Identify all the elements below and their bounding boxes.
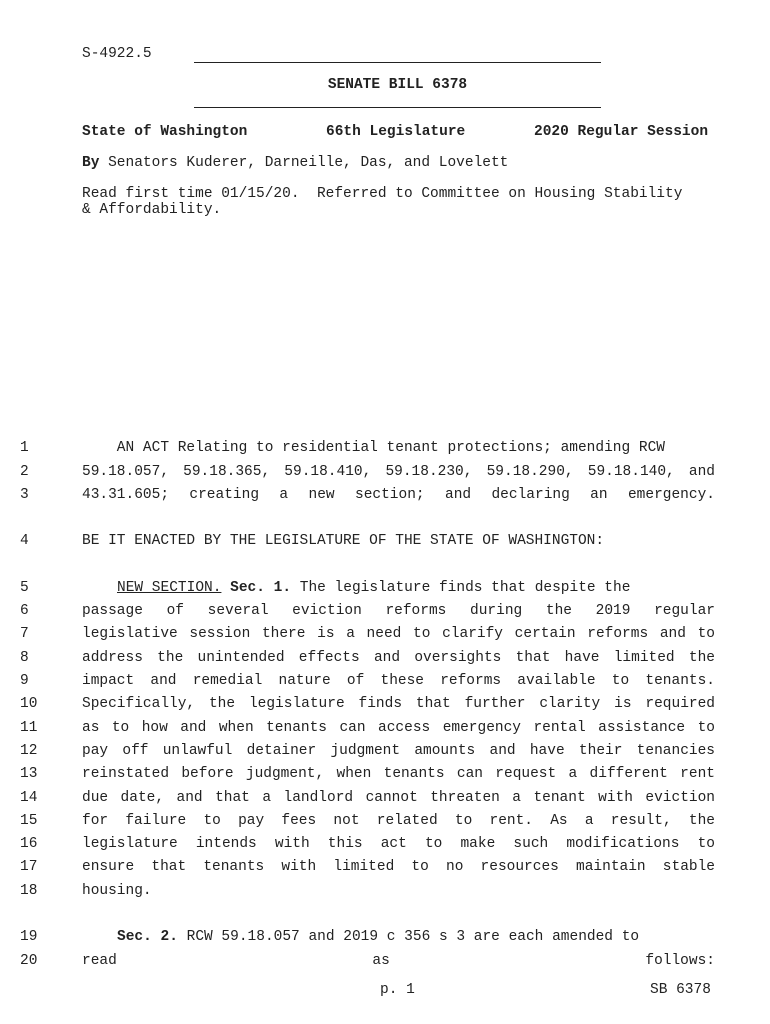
header-state: State of Washington (82, 124, 248, 140)
header-session: 2020 Regular Session (534, 124, 709, 140)
section-number: Sec. 1. (230, 580, 292, 596)
header-rule-bottom (194, 107, 601, 108)
section-number: Sec. 2. (117, 929, 178, 945)
body-line: housing. (82, 883, 152, 899)
line-number: 9 (20, 673, 29, 689)
line-number: 1 (20, 440, 29, 456)
line-number: 14 (20, 790, 38, 806)
sponsors (82, 155, 508, 171)
line-number: 10 (20, 696, 38, 712)
sponsors-by: By (82, 155, 100, 171)
line-number: 5 (20, 580, 29, 596)
line-number: 15 (20, 813, 38, 829)
section-text: RCW 59.18.057 and 2019 c 356 s 3 are each amended to (186, 929, 640, 945)
line-number: 4 (20, 533, 29, 549)
body-line: BE IT ENACTED BY THE LEGISLATURE OF THE STATE OF WASHINGTON: (82, 533, 605, 549)
body-line: for failure to pay fees not related to rent. As a result, the (82, 813, 715, 829)
body-line: address the unintended effects and oversights that have limited the (82, 650, 715, 666)
body-line: ensure that tenants with limited to no resources maintain stable (82, 859, 715, 875)
body-line: legislature intends with this act to make such modifications to (82, 836, 715, 852)
body-line (82, 580, 715, 597)
line-number: 16 (20, 836, 38, 852)
body-line: pay off unlawful detainer judgment amounts and have their tenancies (82, 743, 715, 759)
line-number: 20 (20, 953, 38, 969)
section-text: The legislature finds that despite the (299, 580, 631, 596)
line-number: 3 (20, 487, 29, 503)
body-line: 43.31.605; creating a new section; and declaring an emergency. (82, 487, 715, 503)
referral-line-1: Read first time 01/15/20. Referred to Committee on Housing Stability (82, 186, 683, 202)
line-number: 8 (20, 650, 29, 666)
line-number: 6 (20, 603, 29, 619)
line-number: 11 (20, 720, 38, 736)
line-number: 19 (20, 929, 38, 945)
referral-line-2: & Affordability. (82, 202, 222, 218)
header-rule-top (194, 62, 601, 63)
body-line: reinstated before judgment, when tenants can request a different rent (82, 766, 715, 782)
line-number: 12 (20, 743, 38, 759)
body-line (82, 929, 715, 946)
bill-id: S-4922.5 (82, 46, 152, 62)
body-line: impact and remedial nature of these reforms available to tenants. (82, 673, 715, 689)
line-number: 18 (20, 883, 38, 899)
body-line: 59.18.057, 59.18.365, 59.18.410, 59.18.230, 59.18.290, 59.18.140, and (82, 464, 715, 480)
line-number: 2 (20, 464, 29, 480)
footer-page-number: p. 1 (380, 982, 415, 998)
sponsors-names: Senators Kuderer, Darneille, Das, and Lovelett (108, 155, 509, 171)
body-line: read as follows: (82, 953, 715, 969)
bill-title: SENATE BILL 6378 (327, 77, 468, 93)
header-legislature: 66th Legislature (326, 124, 466, 140)
body-line: due date, and that a landlord cannot threaten a tenant with eviction (82, 790, 715, 806)
line-number: 17 (20, 859, 38, 875)
new-section-marker: NEW SECTION. (117, 580, 222, 596)
line-number: 7 (20, 626, 29, 642)
body-line: Specifically, the legislature finds that further clarity is required (82, 696, 715, 712)
body-line: legislative session there is a need to clarify certain reforms and to (82, 626, 715, 642)
body-line: AN ACT Relating to residential tenant protections; amending RCW (82, 440, 665, 456)
body-line: passage of several eviction reforms during the 2019 regular (82, 603, 715, 619)
line-number: 13 (20, 766, 38, 782)
footer-bill-id: SB 6378 (650, 982, 711, 998)
body-line: as to how and when tenants can access emergency rental assistance to (82, 720, 715, 736)
